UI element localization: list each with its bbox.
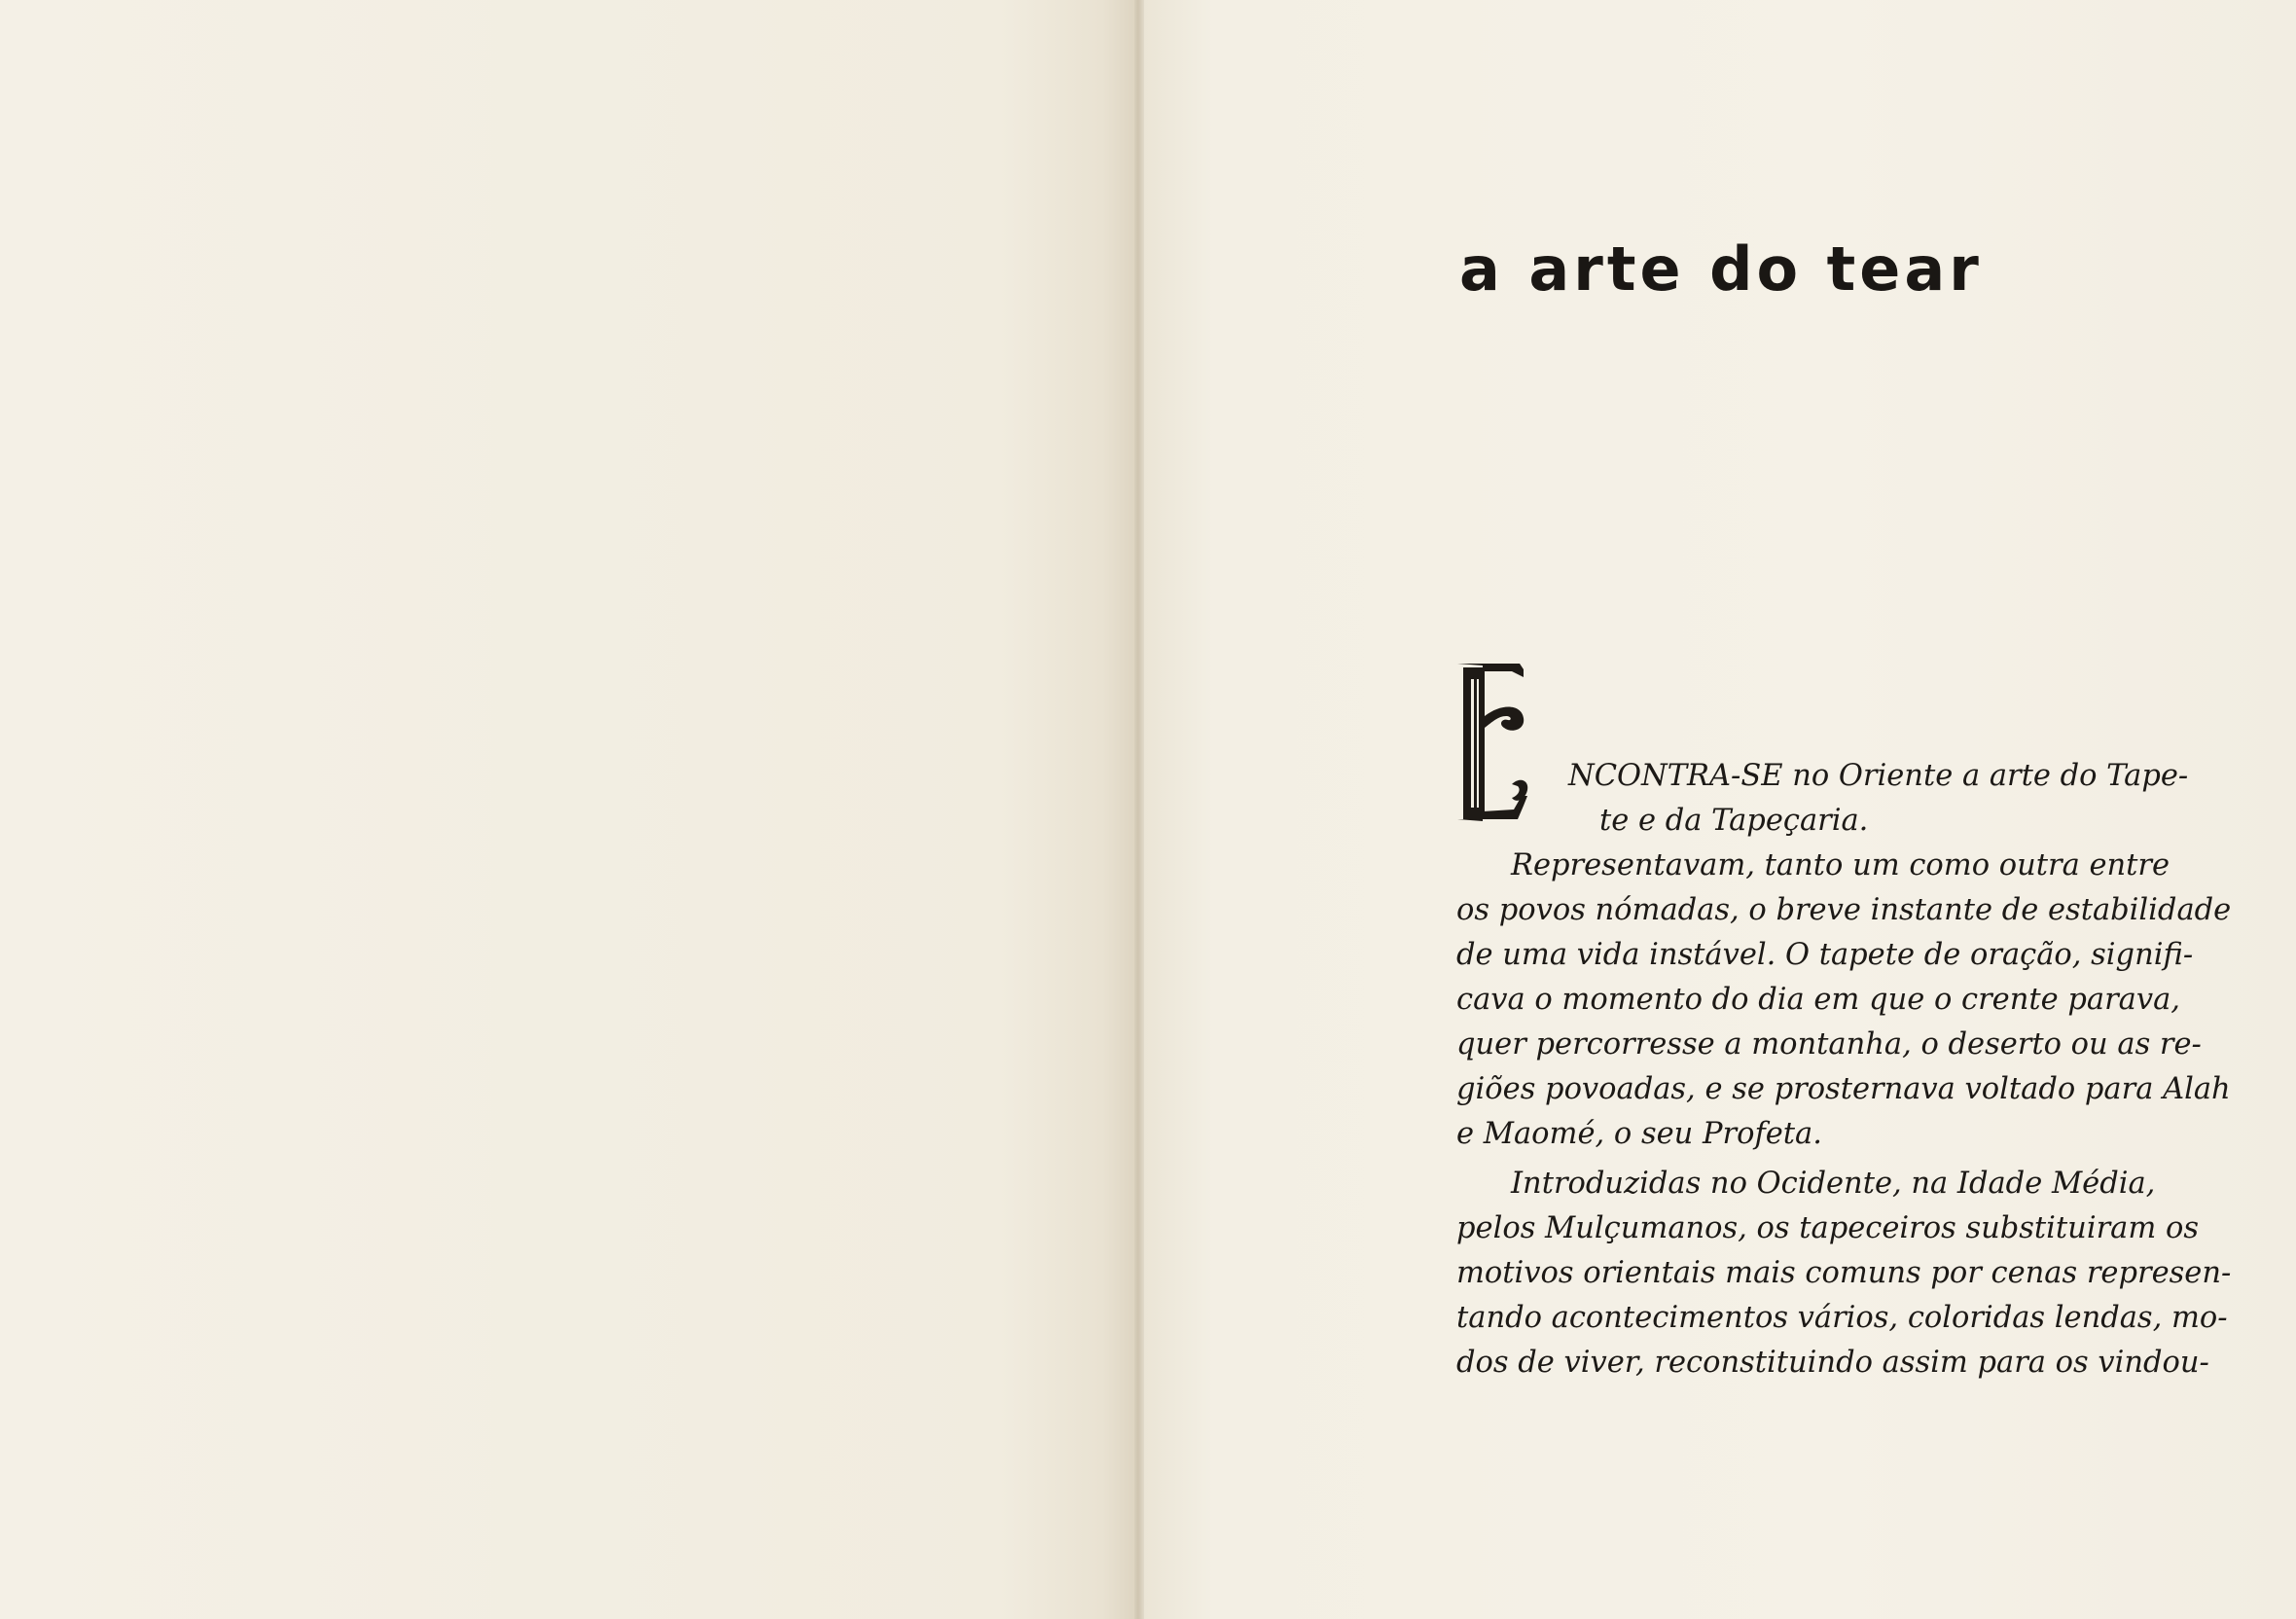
opening-line-2: te e da Tapeçaria. — [1599, 804, 1869, 838]
chapter-title: a arte do tear — [1459, 234, 1983, 305]
text-line: e Maomé, o seu Profeta. — [1456, 1117, 1822, 1151]
text-line: cava o momento do dia em que o crente parava, — [1456, 983, 2180, 1017]
text-line: de uma vida instável. O tapete de oração, signifi- — [1456, 938, 2194, 972]
text-line: giões povoadas, e se prosternava voltado para Alah — [1456, 1072, 2231, 1106]
text-line: quer percorresse a montanha, o deserto ou as re- — [1456, 1027, 2202, 1061]
text-line: pelos Mulçumanos, os tapeceiros substituiram os — [1456, 1211, 2199, 1245]
book-gutter — [1134, 0, 1144, 1619]
text-line: Representavam, tanto um como outra entre — [1511, 848, 2170, 882]
paragraph-2 — [1456, 844, 2232, 1157]
text-line: tando acontecimentos vários, coloridas lendas, mo- — [1456, 1301, 2228, 1335]
paragraph-3 — [1456, 1162, 2232, 1385]
text-line: Introduzidas no Ocidente, na Idade Média, — [1511, 1167, 2156, 1201]
text-line: dos de viver, reconstituindo assim para os vindou- — [1456, 1346, 2209, 1380]
drop-cap-e-icon — [1453, 660, 1551, 827]
left-page-blank — [0, 0, 1136, 1619]
text-line: os povos nómadas, o breve instante de estabilidade — [1456, 893, 2232, 927]
opening-line-1: NCONTRA-SE no Oriente a arte do Tape- — [1568, 759, 2189, 793]
text-line: motivos orientais mais comuns por cenas represen- — [1456, 1256, 2232, 1290]
